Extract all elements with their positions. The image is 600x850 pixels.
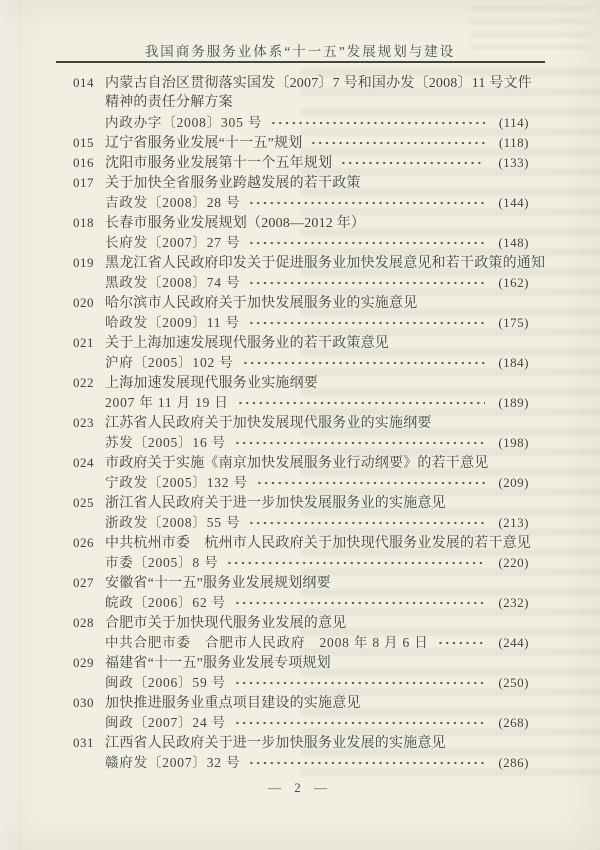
entry-page-number: (148) — [498, 235, 529, 250]
entry-doc-ref: 闽政〔2007〕24 号 — [105, 715, 226, 730]
toc-entry — [73, 613, 529, 653]
dot-leader — [234, 713, 485, 733]
entry-title: 关于上海加速发展现代服务业的若干政策意见 — [105, 336, 389, 351]
toc-entry — [73, 333, 529, 373]
toc-entry — [73, 413, 529, 453]
entry-doc-ref: 宁政发〔2005〕132 号 — [105, 475, 248, 490]
entry-title: 合肥市关于加快现代服务业发展的意见 — [105, 616, 347, 631]
entry-doc-ref: 长府发〔2007〕27 号 — [105, 235, 241, 250]
entry-doc-ref: 皖政〔2006〕62 号 — [105, 595, 226, 610]
toc-entry — [73, 253, 546, 293]
entry-number: 026 — [73, 535, 94, 550]
entry-number: 019 — [73, 255, 94, 270]
entry-page-number: (189) — [498, 395, 529, 410]
entry-title: 中共杭州市委 杭州市人民政府关于加快现代服务业发展的若干意见 — [105, 536, 531, 551]
toc-entry — [73, 493, 529, 533]
entry-doc-ref: 中共合肥市委 合肥市人民政府 2008 年 8 月 6 日 — [105, 635, 429, 650]
toc-entry — [73, 373, 529, 413]
dot-leader — [437, 633, 485, 653]
entry-number: 014 — [73, 75, 94, 90]
entry-page-number: (244) — [498, 635, 529, 650]
entry-doc-ref: 沪府〔2005〕102 号 — [105, 355, 234, 370]
entry-title-continuation: 精神的责任分解方案 — [105, 95, 233, 110]
entry-page-number: (114) — [498, 115, 529, 130]
paper-edge — [0, 0, 21, 850]
entry-title: 福建省“十一五”服务业发展专项规划 — [105, 656, 331, 671]
entry-doc-ref: 2007 年 11 月 19 日 — [105, 395, 229, 410]
entry-doc-ref: 黑政发〔2008〕74 号 — [105, 275, 241, 290]
dot-leader — [270, 113, 485, 133]
dot-leader — [248, 273, 485, 293]
dot-leader — [256, 473, 485, 493]
running-header-title: 我国商务服务业体系“十一五”发展规划与建设 — [144, 44, 456, 59]
entry-doc-ref: 哈政发〔2009〕11 号 — [105, 315, 240, 330]
toc-entry — [73, 453, 529, 493]
entry-page-number: (220) — [498, 555, 529, 570]
entry-number: 015 — [73, 135, 94, 150]
toc-entry — [73, 733, 529, 773]
entry-title: 关于加快全省服务业跨越发展的若干政策 — [105, 176, 361, 191]
entry-number: 023 — [73, 415, 94, 430]
entry-title: 加快推进服务业重点项目建设的实施意见 — [105, 696, 361, 711]
entry-number: 016 — [73, 155, 94, 170]
dot-leader — [248, 513, 485, 533]
entry-title: 沈阳市服务业发展第十一个五年规划 — [105, 156, 333, 171]
entry-title: 长春市服务业发展规划（2008—2012 年） — [105, 216, 366, 231]
entry-page-number: (209) — [498, 475, 529, 490]
dot-leader — [242, 353, 485, 373]
entry-number: 017 — [73, 175, 94, 190]
toc-entry — [73, 153, 529, 173]
entry-doc-ref: 市委〔2005〕8 号 — [105, 555, 219, 570]
entry-page-number: (232) — [498, 595, 529, 610]
entry-title: 浙江省人民政府关于进一步加快发展服务业的实施意见 — [105, 496, 446, 511]
toc-entry — [73, 573, 529, 613]
entry-page-number: (144) — [498, 195, 529, 210]
entry-page-number: (198) — [498, 435, 529, 450]
entry-page-number: (162) — [498, 275, 529, 290]
toc-entry — [73, 533, 529, 573]
dot-leader — [234, 593, 485, 613]
toc-list — [73, 73, 546, 773]
entry-number: 027 — [73, 575, 94, 590]
entry-number: 021 — [73, 335, 94, 350]
entry-number: 030 — [73, 695, 94, 710]
dot-leader — [248, 193, 485, 213]
entry-page-number: (175) — [498, 315, 529, 330]
entry-doc-ref: 内政办字〔2008〕305 号 — [105, 115, 263, 130]
dot-leader — [248, 753, 485, 773]
dot-leader — [310, 133, 485, 153]
entry-number: 029 — [73, 655, 94, 670]
entry-page-number: (250) — [498, 675, 529, 690]
entry-page-number: (133) — [498, 155, 529, 170]
entry-number: 025 — [73, 495, 94, 510]
dot-leader — [340, 153, 485, 173]
dot-leader — [248, 233, 485, 253]
entry-page-number: (184) — [498, 355, 529, 370]
entry-doc-ref: 浙政发〔2008〕55 号 — [105, 515, 241, 530]
page-footer-number: — 2 — — [268, 780, 332, 795]
entry-page-number: (213) — [498, 515, 529, 530]
entry-page-number: (268) — [498, 715, 529, 730]
toc-entry — [73, 693, 529, 733]
dot-leader — [226, 553, 485, 573]
entry-doc-ref: 闽政〔2006〕59 号 — [105, 675, 226, 690]
entry-title: 黑龙江省人民政府印发关于促进服务业加快发展意见和若干政策的通知 — [105, 256, 546, 271]
dot-leader — [248, 313, 485, 333]
entry-title: 哈尔滨市人民政府关于加快发展服务业的实施意见 — [105, 296, 418, 311]
entry-number: 024 — [73, 455, 94, 470]
entry-number: 022 — [73, 375, 94, 390]
entry-title: 江西省人民政府关于进一步加快服务业发展的实施意见 — [105, 736, 446, 751]
toc-entry — [73, 133, 529, 153]
dot-leader — [234, 673, 485, 693]
entry-page-number: (118) — [498, 135, 529, 150]
entry-page-number: (286) — [498, 755, 529, 770]
entry-number: 028 — [73, 615, 94, 630]
entry-number: 020 — [73, 295, 94, 310]
toc-entry — [73, 213, 529, 253]
entry-title: 安徽省“十一五”服务业发展规划纲要 — [105, 576, 331, 591]
toc-entry — [73, 173, 529, 213]
toc-entry — [73, 73, 532, 133]
entry-doc-ref: 吉政发〔2008〕28 号 — [105, 195, 241, 210]
entry-title: 市政府关于实施《南京加快发展服务业行动纲要》的若干意见 — [105, 456, 489, 471]
toc-entry — [73, 653, 529, 693]
entry-number: 031 — [73, 735, 94, 750]
entry-title: 辽宁省服务业发展“十一五”规划 — [105, 136, 303, 151]
entry-title: 内蒙古自治区贯彻落实国发〔2007〕7 号和国办发〔2008〕11 号文件 — [105, 76, 532, 91]
toc-entry — [73, 293, 529, 333]
entry-title: 上海加速发展现代服务业实施纲要 — [105, 376, 318, 391]
entry-doc-ref: 赣府发〔2007〕32 号 — [105, 755, 241, 770]
dot-leader — [237, 393, 485, 413]
entry-number: 018 — [73, 215, 94, 230]
dot-leader — [234, 433, 485, 453]
entry-doc-ref: 苏发〔2005〕16 号 — [105, 435, 226, 450]
header-rule — [56, 61, 545, 63]
entry-title: 江苏省人民政府关于加快发展现代服务业的实施纲要 — [105, 416, 432, 431]
